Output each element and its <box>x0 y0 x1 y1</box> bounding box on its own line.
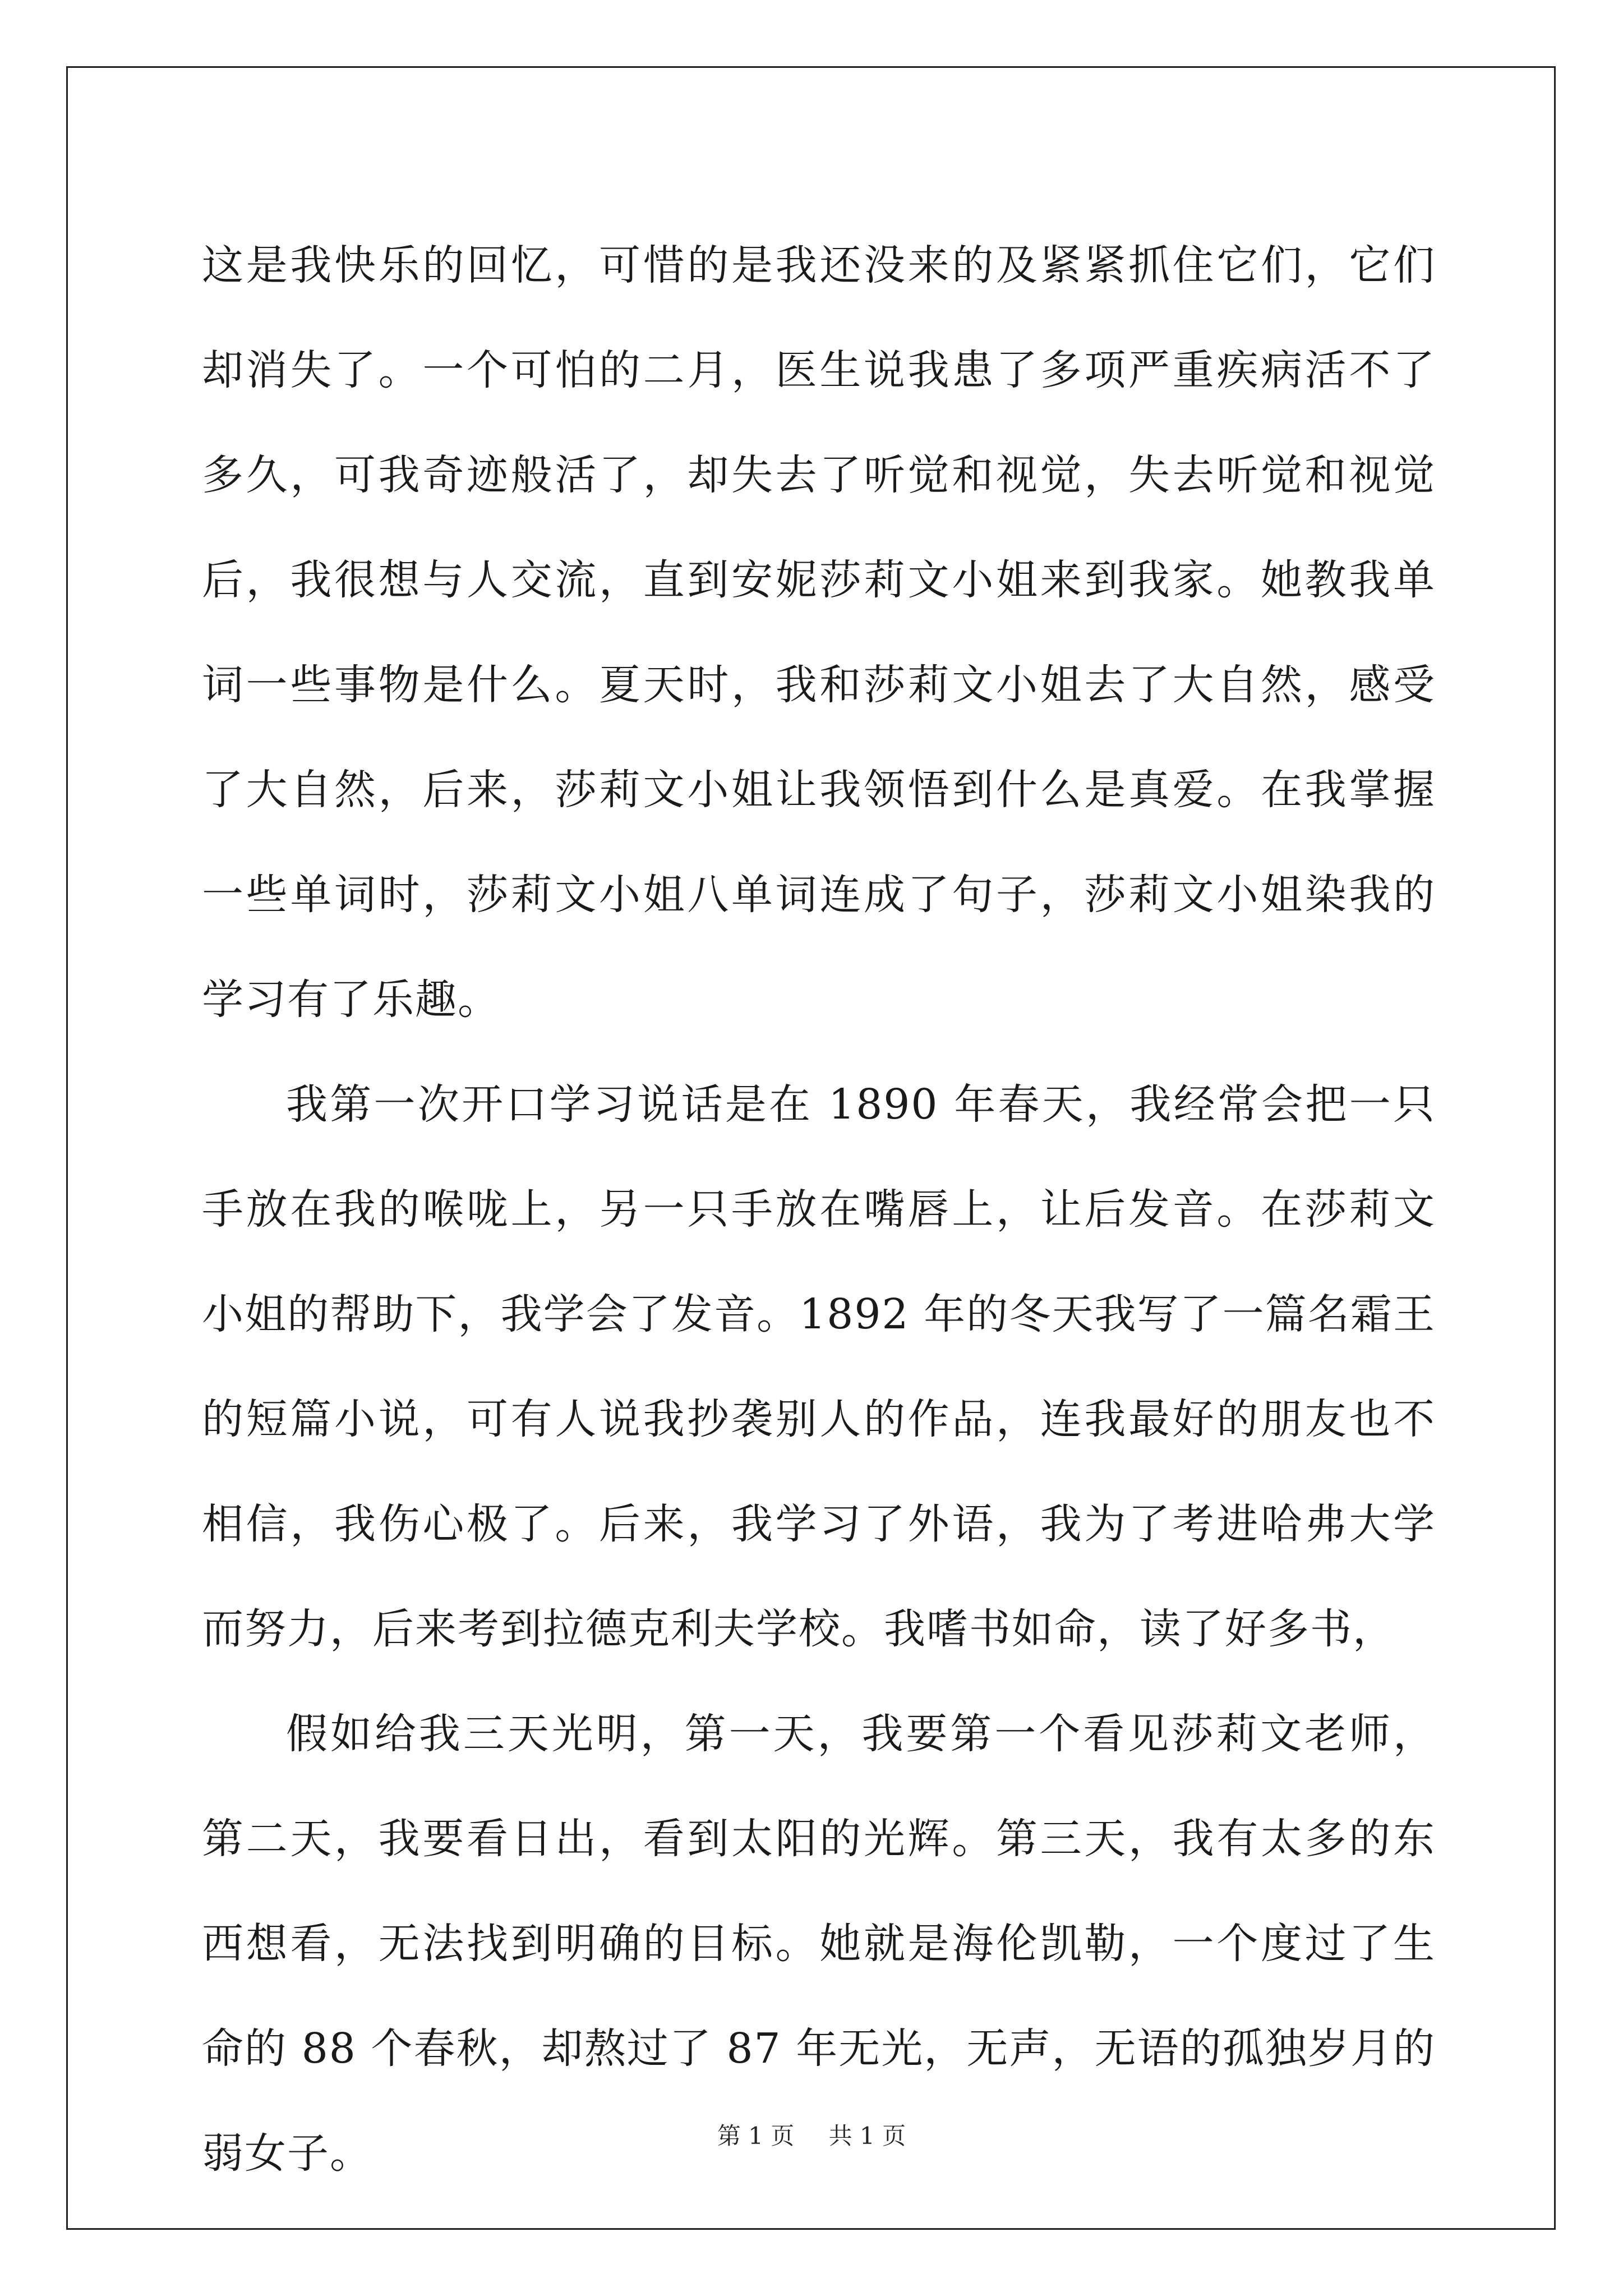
paragraph-3: 假如给我三天光明，第一天，我要第一个看见莎莉文老师，第二天，我要看日出，看到太阳的光辉。第三天，我有太多的东西想看，无法找到明确的目标。她就是海伦凯勒，一个度过了生命的 88 个春秋，却熬过了 87 年无光，无声，无语的孤独岁月的弱女子。 <box>202 1710 1436 2178</box>
paragraph-2: 我第一次开口学习说话是在 1890 年春天，我经常会把一只手放在我的喉咙上，另一只手放在嘴唇上，让后发音。在莎莉文小姐的帮助下，我学会了发音。1892 年的冬天我写了一篇名霜王的短篇小说，可有人说我抄袭别人的作品，连我最好的朋友也不相信，我伤心极了。后来，我学习了外语，我为了考进哈弗大学而努力，后来考到拉德克利夫学校。我嗜书如命，读了好多书， <box>202 1080 1436 1653</box>
page-footer <box>0 2118 1623 2151</box>
document-body <box>202 213 1436 2206</box>
page-number-total: 共 1 页 <box>828 2122 906 2150</box>
page-number-current: 第 1 页 <box>717 2122 795 2150</box>
paragraph-1: 这是我快乐的回忆，可惜的是我还没来的及紧紧抓住它们，它们却消失了。一个可怕的二月，医生说我患了多项严重疾病活不了多久，可我奇迹般活了，却失去了听觉和视觉，失去听觉和视觉后，我很想与人交流，直到安妮莎莉文小姐来到我家。她教我单词一些事物是什么。夏天时，我和莎莉文小姐去了大自然，感受了大自然，后来，莎莉文小姐让我领悟到什么是真爱。在我掌握一些单词时，莎莉文小姐八单词连成了句子，莎莉文小姐染我的学习有了乐趣。 <box>202 241 1436 1024</box>
